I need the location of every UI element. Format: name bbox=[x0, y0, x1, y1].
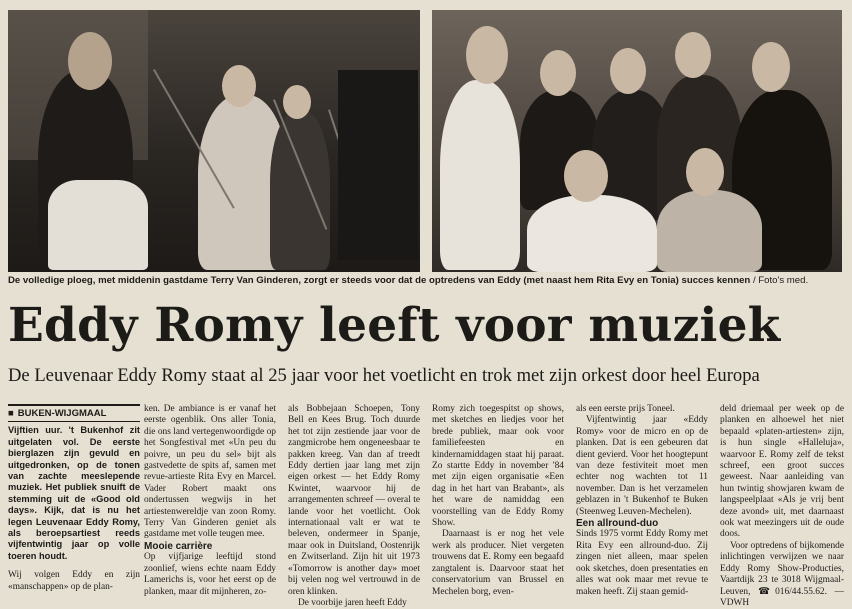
photo-caption bbox=[8, 275, 844, 286]
article-paragraph: Wij volgen Eddy en zijn «manschappen» op de plan- bbox=[8, 570, 140, 592]
article-paragraph: Sinds 1975 vormt Eddy Romy met Rita Evy een allround-duo. Zij zingen niet alleen, maar spelen ook sketches, doen presentaties en alles wat ook maar met revue te maken heeft. Zij staan gemid- bbox=[576, 529, 708, 597]
photo-stage-performance bbox=[8, 10, 420, 272]
article-column-1 bbox=[8, 404, 140, 593]
article-headline: Eddy Romy leeft voor muziek bbox=[8, 298, 781, 353]
article-paragraph: Romy zich toegespitst op shows, met sketches en liedjes voor het brede publiek, maar ook voor familiefeesten en kindernamiddagen staat hij paraat. Zo startte Eddy in november '84 met zijn eigen organisatie «Een dag in het hart van Brabant», als het ware de namiddag een voorstelling van de Eddy Romy Show. bbox=[432, 404, 564, 529]
section-label: ■ BUKEN-WIJGMAAL bbox=[8, 404, 140, 422]
photo-caption-text: De volledige ploeg, met middenin gastdame Terry Van Ginderen, zorgt er steeds voor dat de optredens van Eddy (met naast hem Rita Evy en Tonia) succes kennen bbox=[8, 275, 751, 286]
photo-credit: / Foto's med. bbox=[752, 275, 809, 286]
article-paragraph: Vijfentwintig jaar «Eddy Romy» voor de micro en op de planken. Dat is een gebeuren dat dient gevierd. Voor het hoogtepunt van deze festiviteit moet men echter nog wachten tot 11 november. Dan is het verzamelen geblazen in 't Bukenhof te Buken (Steenweg Leuven-Mechelen). bbox=[576, 415, 708, 517]
article-paragraph: als een eerste prijs Toneel. bbox=[576, 404, 675, 414]
article-paragraph: De voorbije jaren heeft Eddy bbox=[298, 597, 407, 608]
article-column-4 bbox=[432, 404, 564, 598]
article-paragraph: Op vijfjarige leeftijd stond zoonlief, wiens echte naam Eddy Lamerichs is, voor het eerst op de planken, maar dit mijnheren, zo- bbox=[144, 552, 276, 597]
article-paragraph: ken. De ambiance is er vanaf het eerste ogenblik. Ons aller Tonia, die ons land vertegenwoordigde op het Songfestival met «Un peu du poivre, un peu du sel» bijt als gastvedette de spits af, samen met revue-artieste Rita Evy en Marcel. Vader Robert maakt ons ondertussen wegwijs in het artiestenwereldje van zoon Romy. Terry Van Ginderen geniet als gastdame met volle teugen mee. bbox=[144, 404, 276, 540]
article-column-3 bbox=[288, 404, 420, 609]
article-lead-paragraph: Vijftien uur. 't Bukenhof zit uitgelaten vol. De eerste bierglazen zijn gevuld en uitgedronken, op de tonen van zachte meeslepende muziek. Het publiek snuift de stemming uit de «Good old days». Kijk, dat is nu het legen Leuvenaar Eddy Romy, als beroepsartiest reeds vijfentwintig jaar op volle toeren houdt. bbox=[8, 425, 140, 561]
article-subtitle: Mooie carrière bbox=[144, 540, 213, 552]
article-paragraph: Voor optredens of bijkomende inlichtingen verwijzen we naar Eddy Romy Show-Producties, Vaartdijk 23 te 3018 Wijgmaal-Leuven, ☎016/44.55.62. — VDWH bbox=[720, 540, 844, 608]
photo-group-portrait bbox=[432, 10, 842, 272]
article-paragraph: deld driemaal per week op de planken en alhoewel het niet bepaald «platen-artiesten» zijn, is hun single «Halleluja», waarvoor E. Romy zelf de tekst schreef, een groot succes geweest. Naar aanleiding van hun twintig showjaren kwam de langspeelplaat «Als je vrij bent deze avond» uit, met daarnaast ook wat meezingers uit de oude doos. bbox=[720, 404, 844, 540]
article-column-5 bbox=[576, 404, 708, 598]
article-column-2 bbox=[144, 404, 276, 598]
article-subheadline: De Leuvenaar Eddy Romy staat al 25 jaar voor het voetlicht en trok met zijn orkest door heel Europa bbox=[8, 365, 760, 386]
article-subtitle: Een allround-duo bbox=[576, 518, 659, 530]
article-column-6 bbox=[720, 404, 844, 609]
article-paragraph: als Bobbejaan Schoepen, Tony Bell en Kees Brug. Toch duurde het tot zijn zestiende jaar voor de zangmicrobe hem ongeneesbaar te pakken kreeg. Van dan af treedt Eddy dertien jaar lang met zijn eigen orkest — het Eddy Romy Kwintet, waarvoor hij de arrangementen schreef — overal te lande voor het voetlicht. Ook internationaal valt er wat te beleven, ondermeer in Spanje, maar ook in Duitsland, Oostenrijk en Zwitserland. Zijn hit uit 1973 «Tomorrow is another day» moet bij velen nog wel vertrouwd in de oren klinken. bbox=[288, 404, 420, 597]
article-paragraph: Daarnaast is er nog het vele werk als producer. Niet vergeten trouwens dat E. Romy een begaafd zangtalent is. Daarvoor staat het conservatorium van Brussel en Mechelen borg, even- bbox=[432, 529, 564, 597]
